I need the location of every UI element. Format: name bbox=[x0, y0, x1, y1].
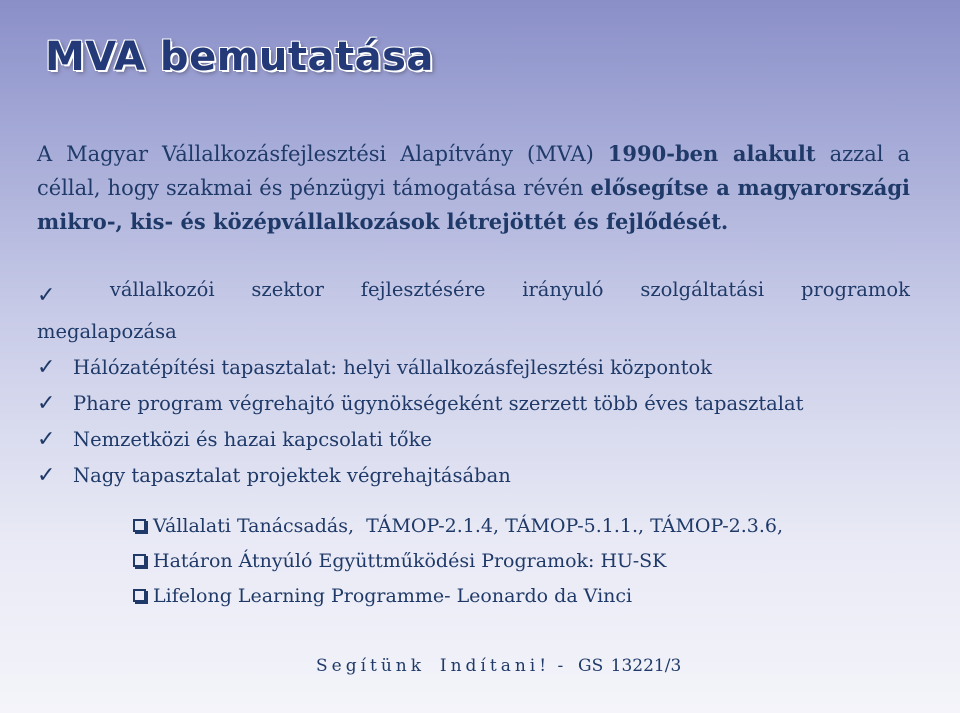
check-item-text: Nagy tapasztalat projektek végrehajtásában bbox=[73, 464, 511, 487]
check-item bbox=[37, 350, 910, 386]
footer-word-2: Indítani! bbox=[439, 656, 551, 676]
page-title: MVA bemutatása bbox=[45, 34, 434, 80]
checkbox-square-icon bbox=[133, 589, 146, 602]
sub-item bbox=[133, 543, 783, 578]
check-word: szolgáltatási bbox=[640, 278, 765, 301]
check-item-text: Hálózatépítési tapasztalat: helyi vállalkozásfejlesztési központok bbox=[73, 356, 713, 379]
check-word: fejlesztésére bbox=[360, 278, 486, 301]
check-item bbox=[37, 422, 910, 458]
check-item bbox=[37, 278, 910, 350]
check-item-line1 bbox=[37, 278, 910, 314]
check-item bbox=[37, 386, 910, 422]
checkmark-icon: ✓ bbox=[37, 391, 56, 416]
sub-item-text: Vállalati Tanácsadás, TÁMOP-2.1.4, TÁMOP-5.1.1., TÁMOP-2.3.6, bbox=[153, 514, 784, 537]
intro-paragraph bbox=[37, 137, 910, 239]
check-word: szektor bbox=[251, 278, 324, 301]
checkmark-icon: ✓ bbox=[37, 463, 56, 488]
checkbox-square-icon bbox=[133, 554, 146, 567]
check-item-line2: megalapozása bbox=[37, 320, 177, 343]
checkmark-icon: ✓ bbox=[37, 427, 56, 452]
sub-item bbox=[133, 508, 783, 543]
intro-text-2: azzal a céllal, hogy szakmai és pénzügyi támogatása révén bbox=[37, 142, 910, 200]
check-item-text: Phare program végrehajtó ügynökségeként szerzett több éves tapasztalat bbox=[73, 392, 804, 415]
check-word: irányuló bbox=[522, 278, 604, 301]
intro-text-1: A Magyar Vállalkozásfejlesztési Alapítvány (MVA) bbox=[37, 142, 608, 166]
checkmark-icon: ✓ bbox=[37, 283, 56, 308]
checkmark-icon: ✓ bbox=[37, 355, 56, 380]
check-list bbox=[37, 278, 910, 494]
sub-item-text: Lifelong Learning Programme- Leonardo da Vinci bbox=[153, 584, 633, 607]
sub-item-text: Határon Átnyúló Együttműködési Programok: HU-SK bbox=[153, 549, 667, 572]
footer-slogan bbox=[316, 656, 681, 676]
footer-code: - GS 13221/3 bbox=[557, 656, 682, 676]
intro-bold-1: 1990-ben alakult bbox=[607, 141, 816, 166]
intro-bold-2: elősegítse a magyarországi mikro-, kis- és középvállalkozások létrejöttét és fejlődését. bbox=[37, 175, 910, 234]
checkbox-square-icon bbox=[133, 519, 146, 532]
check-item-text: Nemzetközi és hazai kapcsolati tőke bbox=[73, 428, 432, 451]
footer-word-1: Segítünk bbox=[316, 656, 426, 676]
sub-item bbox=[133, 578, 783, 613]
check-word: programok bbox=[800, 278, 910, 301]
sub-list bbox=[133, 508, 783, 613]
check-word: vállalkozói bbox=[109, 278, 215, 301]
check-item bbox=[37, 458, 910, 494]
